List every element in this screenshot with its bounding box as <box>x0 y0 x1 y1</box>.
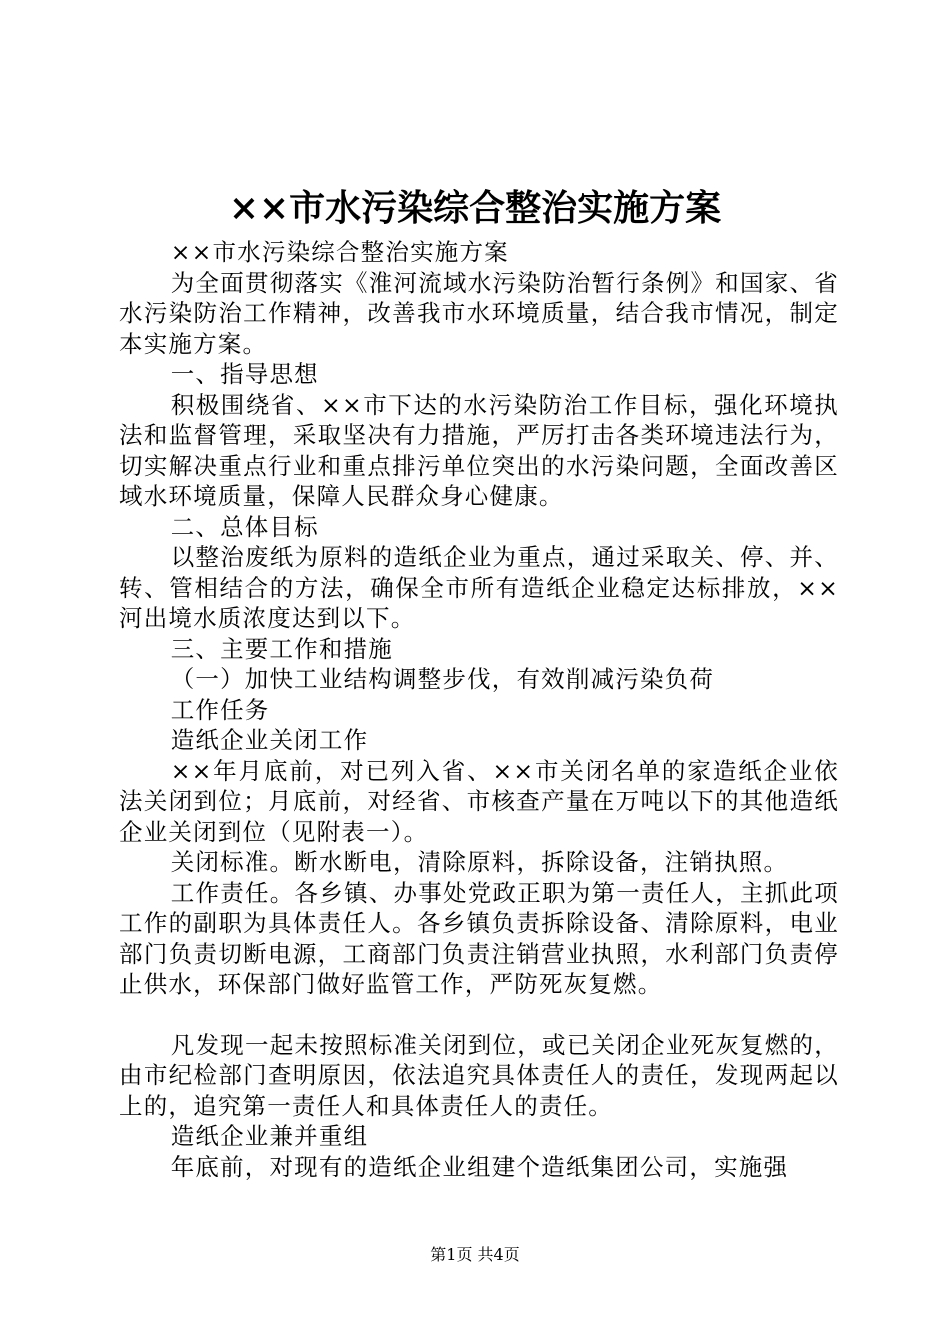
document-body <box>119 237 839 1182</box>
subsection-heading: 造纸企业关闭工作 <box>170 726 369 754</box>
paragraph: ××市水污染综合整治实施方案 <box>170 238 509 266</box>
subsection-heading: 造纸企业兼并重组 <box>170 1122 369 1150</box>
paragraph: 年底前，对现有的造纸企业组建个造纸集团公司，实施强 <box>170 1152 789 1181</box>
paragraph: ××年月底前，对已列入省、××市关闭名单的家造纸企业依法关闭到位；月底前，对经省、市核查产量在万吨以下的其他造纸企业关闭到位（见附表一）。 <box>119 756 839 846</box>
section-heading: 二、总体目标 <box>170 512 319 541</box>
document-title: ××市水污染综合整治实施方案 <box>228 187 722 229</box>
paragraph: 关闭标准。断水断电，清除原料，拆除设备，注销执照。 <box>170 848 789 876</box>
paragraph: 以整治废纸为原料的造纸企业为重点，通过采取关、停、并、转、管相结合的方法，确保全市所有造纸企业稳定达标排放，××河出境水质浓度达到以下。 <box>119 543 839 632</box>
section-heading: 一、指导思想 <box>170 360 319 388</box>
section-heading: 三、主要工作和措施 <box>170 634 393 663</box>
paragraph: 积极围绕省、××市下达的水污染防治工作目标，强化环境执法和监督管理，采取坚决有力措施，严厉打击各类环境违法行为，切实解决重点行业和重点排污单位突出的水污染问题，全面改善区域水环境质量，保障人民群众身心健康。 <box>119 390 839 510</box>
paragraph: 为全面贯彻落实《淮河流域水污染防治暂行条例》和国家、省水污染防治工作精神，改善我市水环境质量，结合我市情况，制定本实施方案。 <box>119 268 839 358</box>
subsection-heading: （一）加快工业结构调整步伐，有效削减污染负荷 <box>170 665 715 693</box>
paragraph: 凡发现一起未按照标准关闭到位，或已关闭企业死灰复燃的，由市纪检部门查明原因，依法追究具体责任人的责任，发现两起以上的，追究第一责任人和具体责任人的责任。 <box>119 1030 839 1120</box>
page-number: 第1页 共4页 <box>430 1245 520 1264</box>
subsection-heading: 工作任务 <box>170 695 270 724</box>
paragraph: 工作责任。各乡镇、办事处党政正职为第一责任人，主抓此项工作的副职为具体责任人。各乡镇负责拆除设备、清除原料，电业部门负责切断电源，工商部门负责注销营业执照，水利部门负责停止供水，环保部门做好监管工作，严防死灰复燃。 <box>119 878 839 998</box>
